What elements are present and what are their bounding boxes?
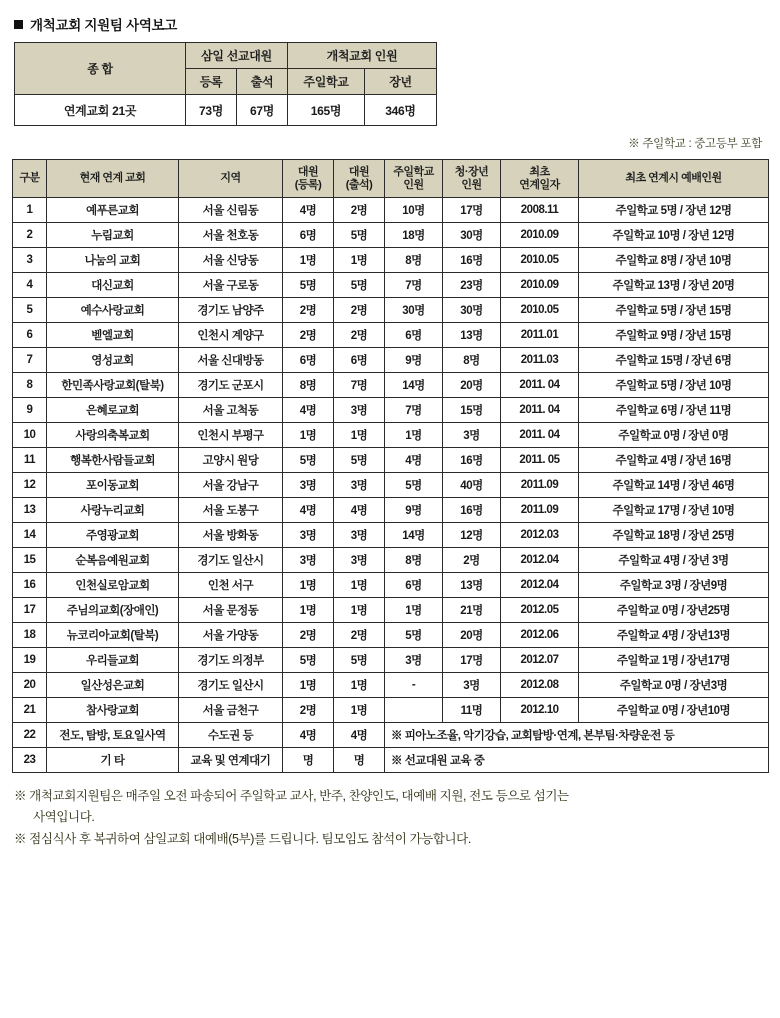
row-attendance: 4명 — [334, 723, 385, 748]
row-church-name: 영성교회 — [47, 348, 179, 373]
row-church-name: 뉴코리아교회(탈북) — [47, 623, 179, 648]
row-attendance: 1명 — [334, 598, 385, 623]
row-first-worship: 주일학교 0명 / 장년25명 — [579, 598, 769, 623]
row-church-name: 우리들교회 — [47, 648, 179, 673]
row-youth-adult: 17명 — [443, 198, 501, 223]
row-first-date: 2010.05 — [501, 298, 579, 323]
row-first-date: 2010.09 — [501, 273, 579, 298]
row-registered: 2명 — [283, 623, 334, 648]
row-no: 22 — [13, 723, 47, 748]
row-attendance: 5명 — [334, 648, 385, 673]
table-row — [13, 323, 769, 348]
footer-note-2: ※ 점심식사 후 복귀하여 삼일교회 대예배(5부)를 드립니다. 팀모임도 참석이 가능합니다. — [14, 831, 471, 846]
table-row — [13, 373, 769, 398]
row-no: 12 — [13, 473, 47, 498]
row-registered: 1명 — [283, 423, 334, 448]
row-church-name: 한민족사랑교회(탈북) — [47, 373, 179, 398]
row-church-name: 전도, 탐방, 토요일사역 — [47, 723, 179, 748]
row-registered: 5명 — [283, 648, 334, 673]
row-church-name: 예푸른교회 — [47, 198, 179, 223]
row-youth-adult: 11명 — [443, 698, 501, 723]
row-youth-adult: 12명 — [443, 523, 501, 548]
row-church-name: 기 타 — [47, 748, 179, 773]
row-area: 서울 신당동 — [179, 248, 283, 273]
row-first-worship: 주일학교 4명 / 장년13명 — [579, 623, 769, 648]
row-youth-adult: 30명 — [443, 298, 501, 323]
row-youth-adult: 20명 — [443, 623, 501, 648]
row-first-date: 2011.01 — [501, 323, 579, 348]
header-attendance-l1: 대원 — [348, 165, 370, 178]
row-first-date: 2012.06 — [501, 623, 579, 648]
row-attendance: 2명 — [334, 298, 385, 323]
header-sunday-school — [385, 160, 443, 198]
row-no: 2 — [13, 223, 47, 248]
summary-group-church: 개척교회 인원 — [288, 43, 437, 69]
summary-group-label: 종 합 — [15, 43, 186, 95]
row-sunday-school: 4명 — [385, 448, 443, 473]
row-sunday-school: 5명 — [385, 473, 443, 498]
header-area: 지역 — [179, 160, 283, 198]
row-first-worship: 주일학교 6명 / 장년 11명 — [579, 398, 769, 423]
summary-subheader-sundayschool: 주일학교 — [288, 69, 365, 95]
row-registered: 5명 — [283, 448, 334, 473]
row-youth-adult: 30명 — [443, 223, 501, 248]
row-first-worship: 주일학교 5명 / 장년 10명 — [579, 373, 769, 398]
row-attendance: 7명 — [334, 373, 385, 398]
row-sunday-school: 10명 — [385, 198, 443, 223]
row-sunday-school: 9명 — [385, 498, 443, 523]
row-church-name: 나눔의 교회 — [47, 248, 179, 273]
row-attendance: 2명 — [334, 623, 385, 648]
row-area: 서울 금천구 — [179, 698, 283, 723]
row-no: 20 — [13, 673, 47, 698]
row-no: 8 — [13, 373, 47, 398]
row-area: 서울 도봉구 — [179, 498, 283, 523]
row-youth-adult: 16명 — [443, 498, 501, 523]
row-church-name: 참사랑교회 — [47, 698, 179, 723]
row-registered: 1명 — [283, 248, 334, 273]
row-first-date: 2011. 04 — [501, 398, 579, 423]
row-no: 19 — [13, 648, 47, 673]
row-church-name: 주영광교회 — [47, 523, 179, 548]
row-first-date: 2011.09 — [501, 498, 579, 523]
row-registered: 4명 — [283, 723, 334, 748]
row-first-worship: 주일학교 0명 / 장년3명 — [579, 673, 769, 698]
table-row — [13, 598, 769, 623]
row-sunday-school: 8명 — [385, 548, 443, 573]
row-no: 14 — [13, 523, 47, 548]
header-youth-adult-l1: 청·장년 — [454, 165, 489, 178]
row-no: 18 — [13, 623, 47, 648]
row-youth-adult: 15명 — [443, 398, 501, 423]
row-registered: 2명 — [283, 298, 334, 323]
table-row — [13, 348, 769, 373]
footer-note-1: ※ 개척교회지원팀은 매주일 오전 파송되어 주일학교 교사, 반주, 찬양인도, 대예배 지원, 전도 등으로 섬기는 — [14, 789, 569, 803]
table-row — [13, 673, 769, 698]
row-youth-adult: 40명 — [443, 473, 501, 498]
table-row — [13, 448, 769, 473]
table-row — [13, 398, 769, 423]
row-youth-adult: 16명 — [443, 448, 501, 473]
row-no: 6 — [13, 323, 47, 348]
table-row — [13, 648, 769, 673]
table-body — [13, 198, 769, 773]
row-registered: 4명 — [283, 498, 334, 523]
header-youth-adult — [443, 160, 501, 198]
row-no: 4 — [13, 273, 47, 298]
header-church: 현재 연계 교회 — [47, 160, 179, 198]
row-sunday-school: 1명 — [385, 423, 443, 448]
row-first-date: 2008.11 — [501, 198, 579, 223]
summary-value-churches: 연계교회 21곳 — [15, 95, 186, 126]
table-row-extra — [13, 748, 769, 773]
summary-table — [14, 42, 437, 126]
row-area: 서울 가양동 — [179, 623, 283, 648]
row-no: 23 — [13, 748, 47, 773]
row-first-date: 2011.03 — [501, 348, 579, 373]
header-first-date — [501, 160, 579, 198]
row-sunday-school: 6명 — [385, 323, 443, 348]
summary-section — [0, 34, 780, 126]
row-no: 16 — [13, 573, 47, 598]
row-first-date: 2012.08 — [501, 673, 579, 698]
row-attendance: 1명 — [334, 423, 385, 448]
summary-value-sundayschool: 165명 — [288, 95, 365, 126]
row-attendance: 1명 — [334, 698, 385, 723]
row-attendance: 1명 — [334, 573, 385, 598]
row-first-worship: 주일학교 0명 / 장년 0명 — [579, 423, 769, 448]
row-area: 인천시 계양구 — [179, 323, 283, 348]
row-youth-adult: 17명 — [443, 648, 501, 673]
row-attendance: 3명 — [334, 473, 385, 498]
header-registered-l1: 대원 — [297, 165, 319, 178]
row-sunday-school: 3명 — [385, 648, 443, 673]
row-registered: 8명 — [283, 373, 334, 398]
row-registered: 5명 — [283, 273, 334, 298]
row-church-name: 순복음예원교회 — [47, 548, 179, 573]
row-sunday-school: 5명 — [385, 623, 443, 648]
row-registered: 2명 — [283, 698, 334, 723]
table-row — [13, 198, 769, 223]
footer-note-1b: 사역입니다. — [33, 810, 95, 825]
row-attendance: 3명 — [334, 523, 385, 548]
summary-subheader-registered: 등록 — [186, 69, 237, 95]
row-registered: 6명 — [283, 223, 334, 248]
sunday-school-note: ※ 주일학교 : 중고등부 포함 — [628, 138, 762, 150]
row-no: 15 — [13, 548, 47, 573]
row-first-date: 2011.09 — [501, 473, 579, 498]
row-first-worship: 주일학교 5명 / 장년 12명 — [579, 198, 769, 223]
row-first-worship: 주일학교 18명 / 장년 25명 — [579, 523, 769, 548]
row-church-name: 벧엘교회 — [47, 323, 179, 348]
row-church-name: 포이동교회 — [47, 473, 179, 498]
row-first-date: 2010.09 — [501, 223, 579, 248]
row-registered: 2명 — [283, 323, 334, 348]
row-first-worship: 주일학교 14명 / 장년 46명 — [579, 473, 769, 498]
row-area: 경기도 남양주 — [179, 298, 283, 323]
row-area: 경기도 일산시 — [179, 548, 283, 573]
row-attendance: 3명 — [334, 548, 385, 573]
row-first-date: 2012.03 — [501, 523, 579, 548]
row-attendance: 명 — [334, 748, 385, 773]
page-title — [0, 0, 780, 34]
row-first-date: 2011. 04 — [501, 373, 579, 398]
header-sunday-school-l2: 인원 — [403, 178, 424, 191]
row-sunday-school: 8명 — [385, 248, 443, 273]
row-youth-adult: 3명 — [443, 423, 501, 448]
row-first-worship: 주일학교 10명 / 장년 12명 — [579, 223, 769, 248]
footer-notes — [0, 773, 780, 849]
summary-value-adult: 346명 — [365, 95, 437, 126]
row-first-date: 2012.04 — [501, 573, 579, 598]
row-registered: 3명 — [283, 523, 334, 548]
row-no: 10 — [13, 423, 47, 448]
row-sunday-school: 1명 — [385, 598, 443, 623]
row-church-name: 행복한사람들교회 — [47, 448, 179, 473]
row-attendance: 6명 — [334, 348, 385, 373]
row-registered: 3명 — [283, 473, 334, 498]
row-first-date: 2012.07 — [501, 648, 579, 673]
row-first-worship: 주일학교 13명 / 장년 20명 — [579, 273, 769, 298]
row-youth-adult: 16명 — [443, 248, 501, 273]
summary-value-attendance: 67명 — [237, 95, 288, 126]
table-row — [13, 498, 769, 523]
row-registered: 4명 — [283, 398, 334, 423]
row-youth-adult: 13명 — [443, 573, 501, 598]
row-attendance: 3명 — [334, 398, 385, 423]
table-row — [13, 523, 769, 548]
row-first-date: 2012.04 — [501, 548, 579, 573]
row-youth-adult: 8명 — [443, 348, 501, 373]
row-area: 교육 및 연계대기 — [179, 748, 283, 773]
header-attendance-l2: (출석) — [345, 178, 373, 191]
row-first-worship: 주일학교 0명 / 장년10명 — [579, 698, 769, 723]
header-attendance — [334, 160, 385, 198]
row-church-name: 은혜로교회 — [47, 398, 179, 423]
main-table-section — [0, 151, 780, 773]
row-church-name: 사랑누리교회 — [47, 498, 179, 523]
row-sunday-school: - — [385, 673, 443, 698]
row-no: 5 — [13, 298, 47, 323]
row-attendance: 5명 — [334, 273, 385, 298]
table-row — [13, 548, 769, 573]
row-registered: 1명 — [283, 673, 334, 698]
summary-subheader-attendance: 출석 — [237, 69, 288, 95]
row-area: 서울 신대방동 — [179, 348, 283, 373]
header-no: 구분 — [13, 160, 47, 198]
header-registered — [283, 160, 334, 198]
row-area: 서울 신림동 — [179, 198, 283, 223]
row-sunday-school: 7명 — [385, 398, 443, 423]
row-first-date: 2011. 05 — [501, 448, 579, 473]
row-church-name: 예수사랑교회 — [47, 298, 179, 323]
table-row — [13, 298, 769, 323]
row-no: 9 — [13, 398, 47, 423]
header-first-date-l2: 연계일자 — [519, 178, 560, 191]
row-area: 경기도 의정부 — [179, 648, 283, 673]
row-registered: 1명 — [283, 573, 334, 598]
row-church-name: 대신교회 — [47, 273, 179, 298]
table-row — [13, 573, 769, 598]
row-first-date: 2012.10 — [501, 698, 579, 723]
row-first-worship: 주일학교 1명 / 장년17명 — [579, 648, 769, 673]
row-youth-adult: 20명 — [443, 373, 501, 398]
row-sunday-school: 14명 — [385, 523, 443, 548]
row-sunday-school: 18명 — [385, 223, 443, 248]
header-sunday-school-l1: 주일학교 — [393, 165, 434, 178]
row-church-name: 주님의교회(장애인) — [47, 598, 179, 623]
row-registered: 명 — [283, 748, 334, 773]
row-registered: 4명 — [283, 198, 334, 223]
row-area: 서울 문정동 — [179, 598, 283, 623]
summary-subheader-adult: 장년 — [365, 69, 437, 95]
row-area: 수도권 등 — [179, 723, 283, 748]
row-no: 1 — [13, 198, 47, 223]
row-first-worship: 주일학교 15명 / 장년 6명 — [579, 348, 769, 373]
row-area: 인천시 부평구 — [179, 423, 283, 448]
row-no: 11 — [13, 448, 47, 473]
row-church-name: 누림교회 — [47, 223, 179, 248]
square-bullet-icon — [14, 20, 23, 29]
row-first-worship: 주일학교 5명 / 장년 15명 — [579, 298, 769, 323]
row-first-worship: 주일학교 9명 / 장년 15명 — [579, 323, 769, 348]
header-registered-l2: (등록) — [294, 178, 322, 191]
row-church-name: 사랑의축복교회 — [47, 423, 179, 448]
row-area: 서울 고척동 — [179, 398, 283, 423]
row-first-date: 2011. 04 — [501, 423, 579, 448]
row-first-date: 2012.05 — [501, 598, 579, 623]
row-area: 서울 강남구 — [179, 473, 283, 498]
header-youth-adult-l2: 인원 — [461, 178, 482, 191]
row-first-worship: 주일학교 17명 / 장년 10명 — [579, 498, 769, 523]
row-area: 인천 서구 — [179, 573, 283, 598]
table-row — [13, 623, 769, 648]
summary-value-row — [15, 95, 437, 126]
row-registered: 1명 — [283, 598, 334, 623]
row-first-date: 2010.05 — [501, 248, 579, 273]
row-no: 13 — [13, 498, 47, 523]
row-no: 21 — [13, 698, 47, 723]
row-area: 서울 구로동 — [179, 273, 283, 298]
row-first-worship: 주일학교 3명 / 장년9명 — [579, 573, 769, 598]
table-row — [13, 223, 769, 248]
row-attendance: 5명 — [334, 448, 385, 473]
row-church-name: 일산성은교회 — [47, 673, 179, 698]
row-area: 고양시 원당 — [179, 448, 283, 473]
row-youth-adult: 21명 — [443, 598, 501, 623]
row-attendance: 1명 — [334, 248, 385, 273]
row-no: 3 — [13, 248, 47, 273]
row-area: 서울 천호동 — [179, 223, 283, 248]
table-row — [13, 698, 769, 723]
row-note-merged: ※ 선교대원 교육 중 — [385, 748, 769, 773]
row-area: 경기도 일산시 — [179, 673, 283, 698]
header-first-worship: 최초 연계시 예배인원 — [579, 160, 769, 198]
table-row-extra — [13, 723, 769, 748]
table-row — [13, 473, 769, 498]
table-row — [13, 273, 769, 298]
summary-group-mission: 삼일 선교대원 — [186, 43, 288, 69]
row-no: 7 — [13, 348, 47, 373]
row-first-worship: 주일학교 4명 / 장년 16명 — [579, 448, 769, 473]
row-area: 서울 방화동 — [179, 523, 283, 548]
row-attendance: 2명 — [334, 323, 385, 348]
row-attendance: 5명 — [334, 223, 385, 248]
row-youth-adult: 13명 — [443, 323, 501, 348]
row-first-worship: 주일학교 8명 / 장년 10명 — [579, 248, 769, 273]
row-sunday-school: 9명 — [385, 348, 443, 373]
table-header-row — [13, 160, 769, 198]
row-area: 경기도 군포시 — [179, 373, 283, 398]
row-registered: 3명 — [283, 548, 334, 573]
row-sunday-school — [385, 698, 443, 723]
summary-value-registered: 73명 — [186, 95, 237, 126]
row-sunday-school: 30명 — [385, 298, 443, 323]
summary-header-row-1 — [15, 43, 437, 69]
row-youth-adult: 2명 — [443, 548, 501, 573]
row-attendance: 1명 — [334, 673, 385, 698]
row-first-worship: 주일학교 4명 / 장년 3명 — [579, 548, 769, 573]
row-youth-adult: 23명 — [443, 273, 501, 298]
row-registered: 6명 — [283, 348, 334, 373]
row-attendance: 4명 — [334, 498, 385, 523]
header-first-date-l1: 최초 — [529, 165, 550, 178]
row-no: 17 — [13, 598, 47, 623]
row-youth-adult: 3명 — [443, 673, 501, 698]
church-list-table — [12, 159, 769, 773]
row-note-merged: ※ 피아노조율, 악기강습, 교회탐방·연계, 본부팀·차량운전 등 — [385, 723, 769, 748]
row-church-name: 인천실로암교회 — [47, 573, 179, 598]
table-row — [13, 248, 769, 273]
table-row — [13, 423, 769, 448]
row-attendance: 2명 — [334, 198, 385, 223]
row-sunday-school: 7명 — [385, 273, 443, 298]
row-sunday-school: 6명 — [385, 573, 443, 598]
row-sunday-school: 14명 — [385, 373, 443, 398]
page-title-text: 개척교회 지원팀 사역보고 — [30, 18, 178, 33]
